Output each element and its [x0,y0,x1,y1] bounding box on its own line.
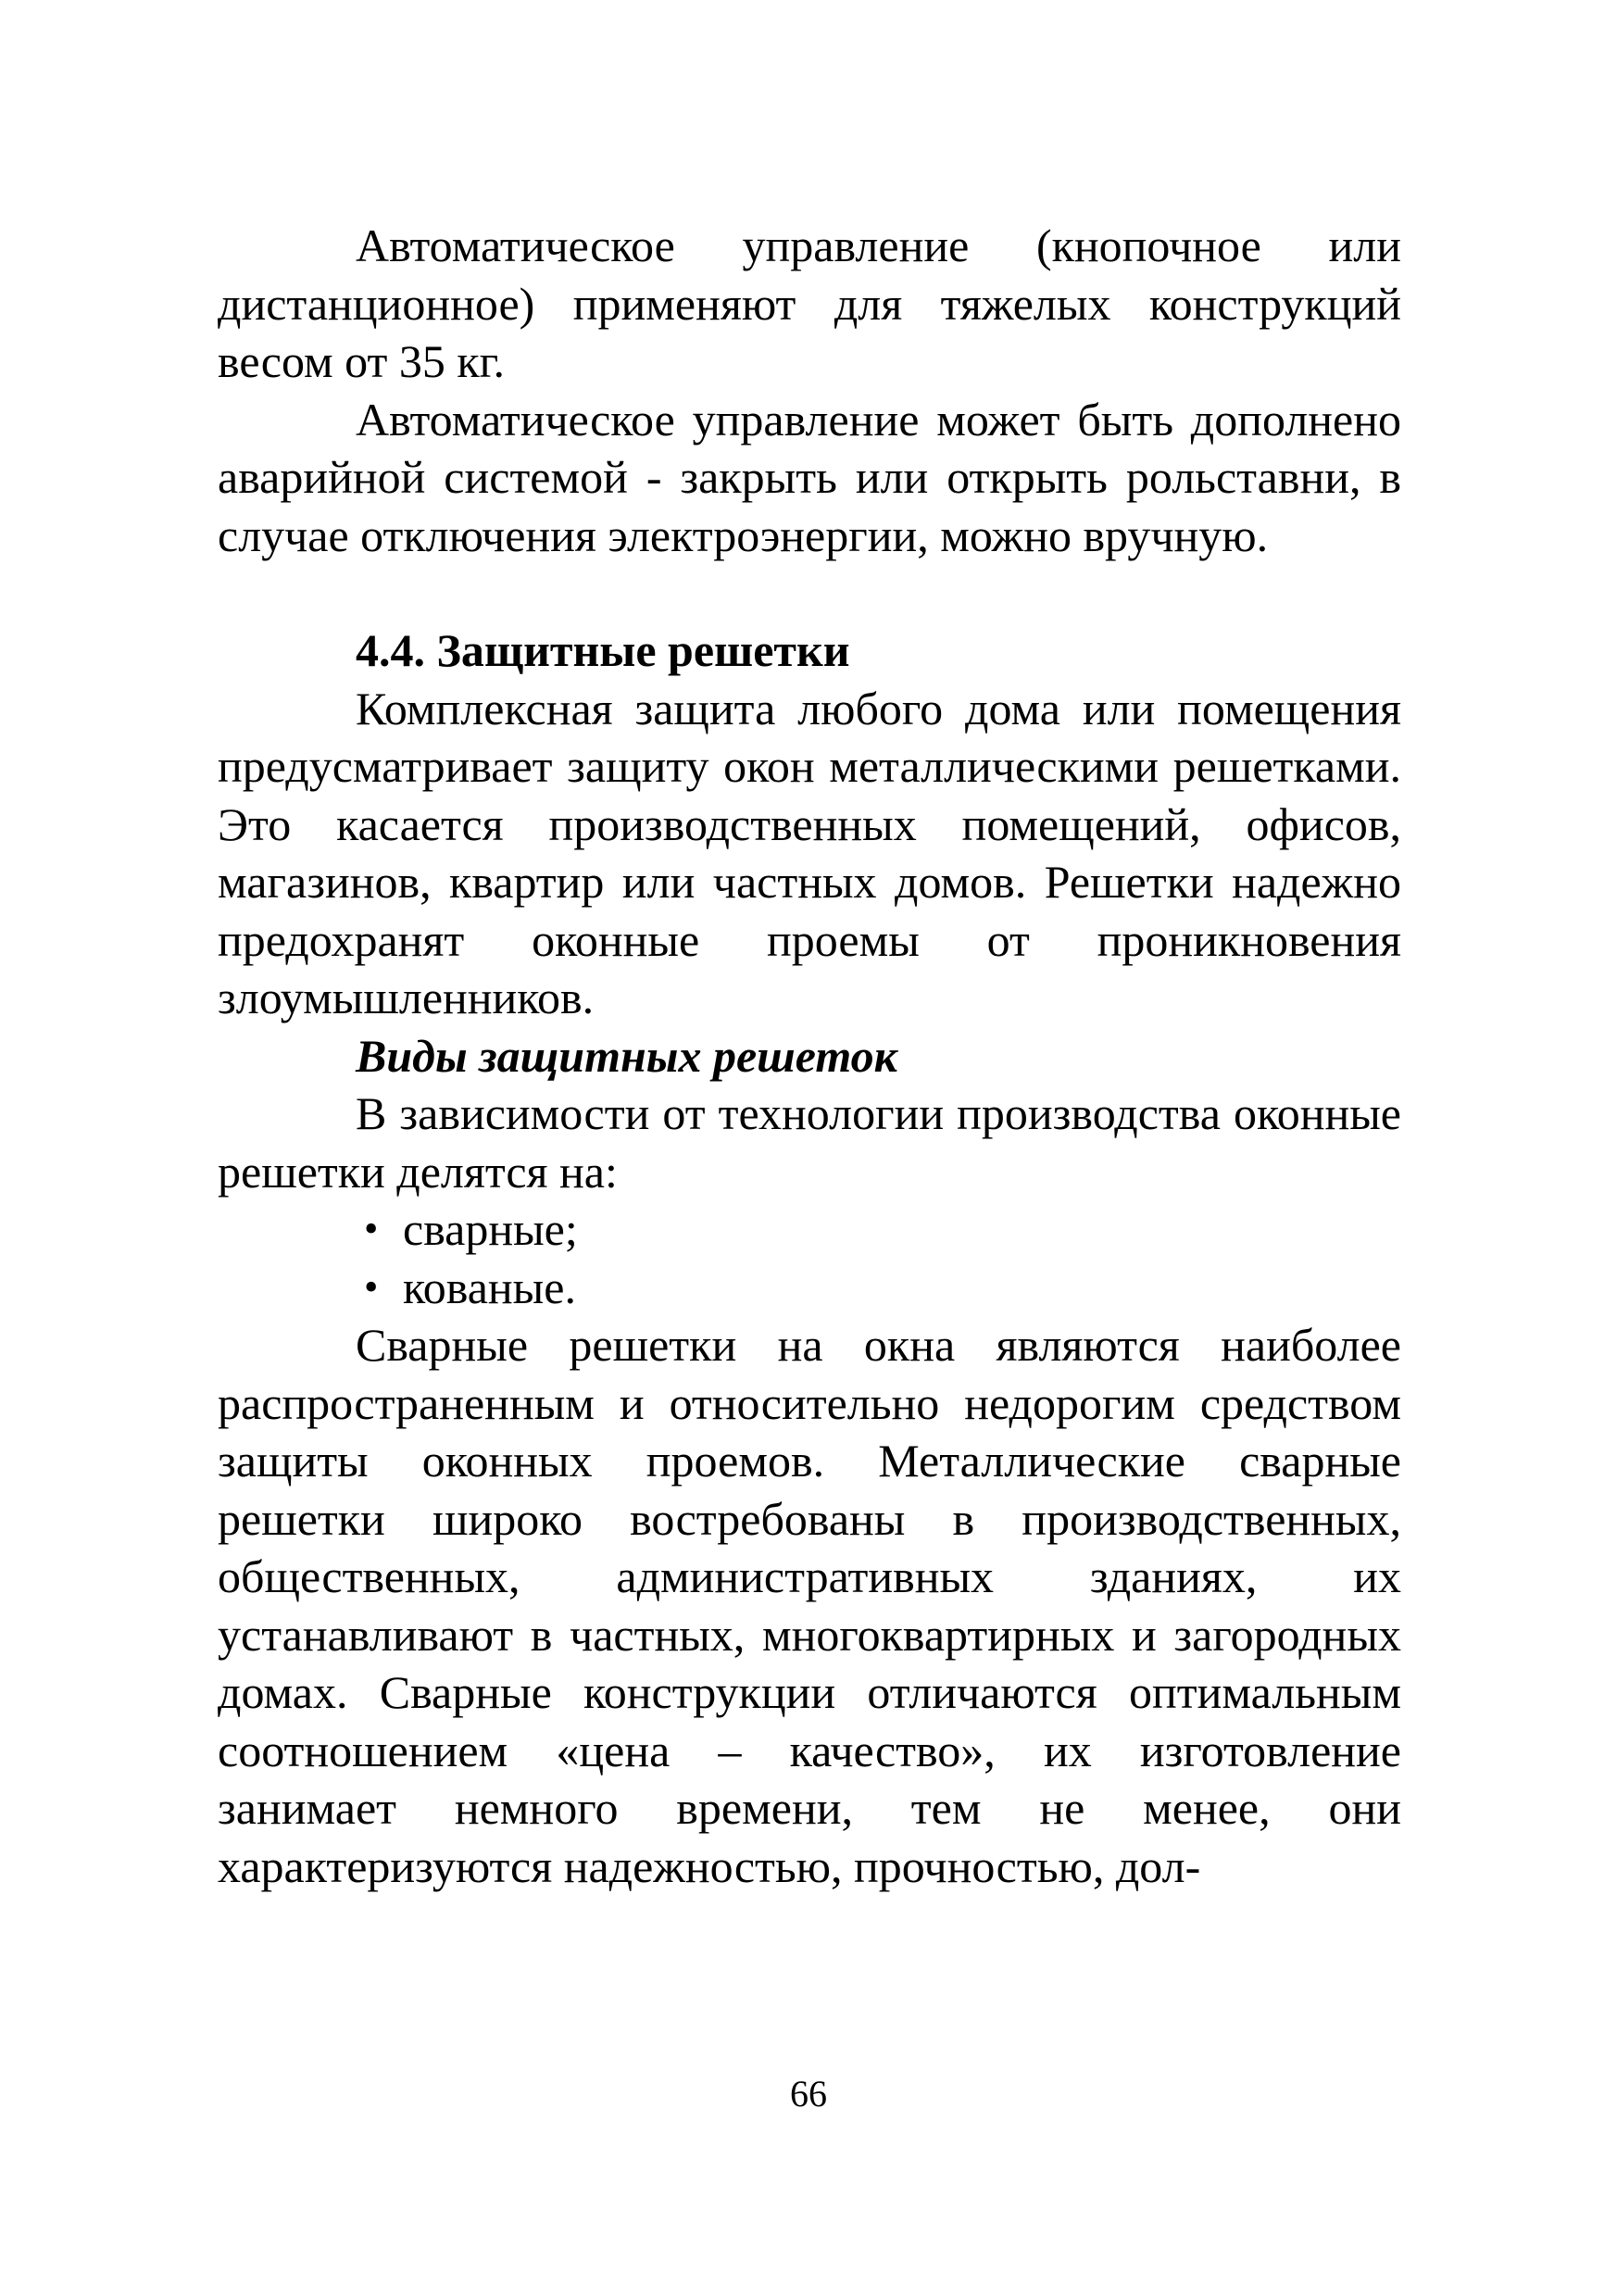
paragraph-emergency-system: Автоматическое управление может быть дополнено аварийной системой - закрыть или открыть рольставни, в случае отключения электроэнергии, можно вручную. [218,393,1401,561]
page-body [218,217,1401,1895]
paragraph-types-intro: В зависимости от технологии производства оконные решетки делятся на: [218,1087,1401,1198]
list-item-text: сварные; [403,1203,578,1255]
bullet-icon: • [364,1206,379,1251]
grille-types-list [218,1200,1401,1316]
bullet-icon: • [364,1263,379,1310]
list-item-text: кованые. [403,1261,576,1313]
paragraph-section-intro: Комплексная защита любого дома или помещения предусматривает защиту окон металлическими решетками. Это касается производственных помещений, офисов, магазинов, квартир или частных домов. Решетки надежно предохранят оконные проемы от проникновения злоумышленников. [218,682,1401,1023]
paragraph-welded-grilles: Сварные решетки на окна являются наиболее распространенным и относительно недорогим средством защиты оконных проемов. Металлические сварные решетки широко востребованы в производственных, общественных, административных зданиях, их устанавливают в частных, многоквартирных и загородных домах. Сварные конструкции отличаются оптимальным соотношением «цена – качество», их изготовление занимает немного времени, тем не менее, они характеризуются надежностью, прочностью, дол- [218,1319,1401,1892]
section-heading: 4.4. Защитные решетки [356,624,850,676]
subheading-grille-types: Виды защитных решеток [356,1029,897,1082]
paragraph-automatic-control: Автоматическое управление (кнопочное или дистанционное) применяют для тяжелых конструкций весом от 35 кг. [218,220,1401,387]
list-item [218,1259,1401,1317]
page-number: 66 [790,2073,827,2114]
list-item [218,1200,1401,1259]
